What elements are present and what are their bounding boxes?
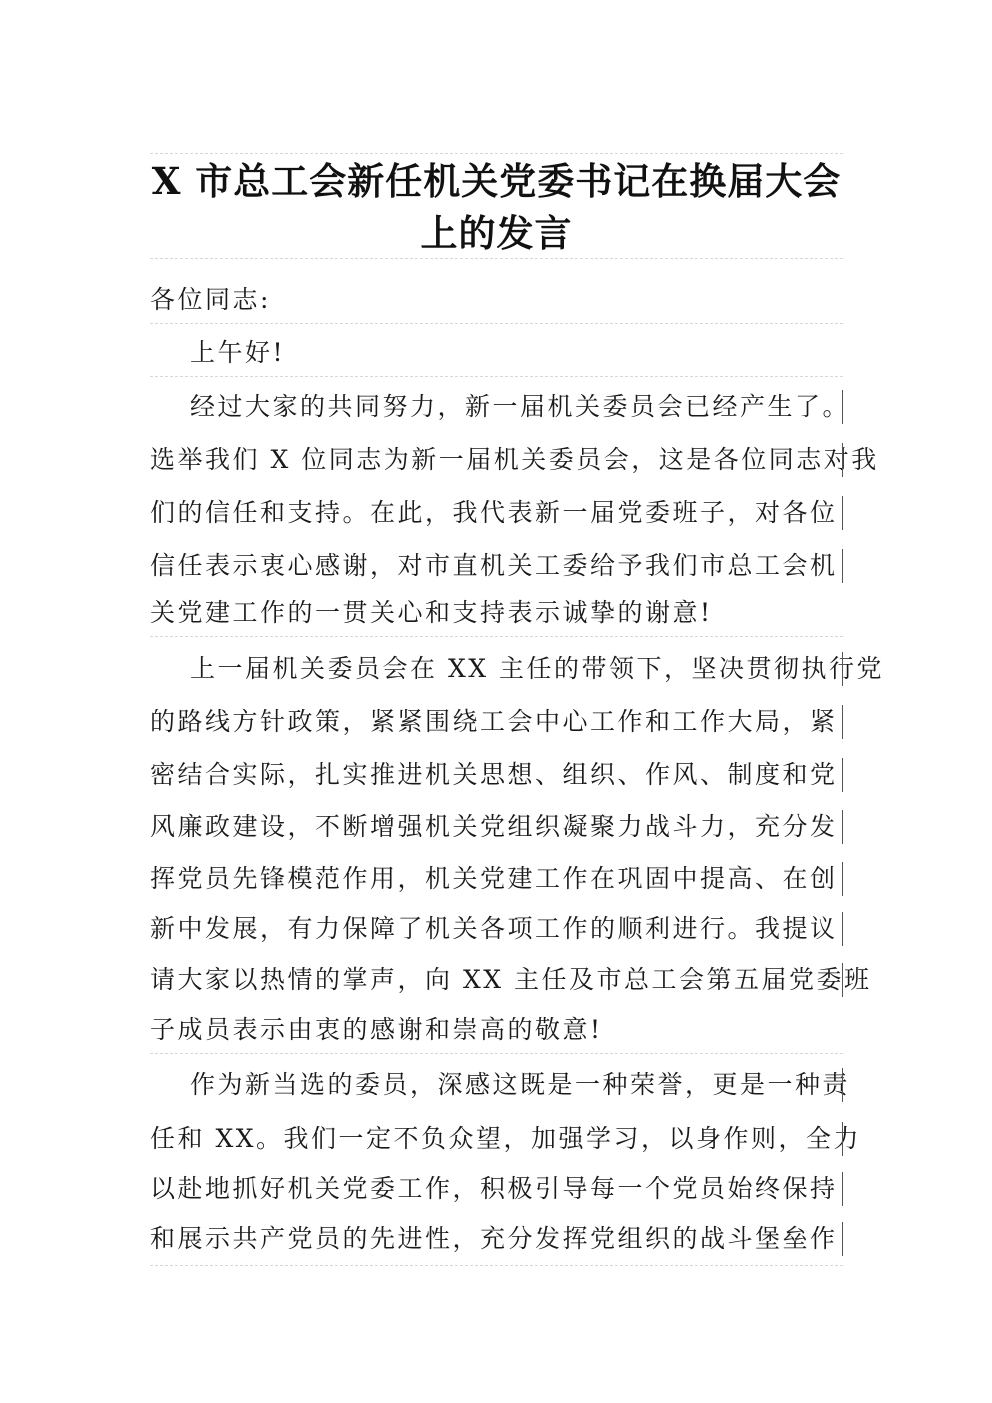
paragraph-1-line: 们的信任和支持。在此，我代表新一届党委班子，对各位 bbox=[150, 498, 838, 527]
margin-mark bbox=[842, 758, 843, 792]
paragraph-2-line: 密结合实际，扎实推进机关思想、组织、作风、制度和党 bbox=[150, 760, 838, 789]
paragraph-3-line: 任和 XX。我们一定不负众望，加强学习，以身作则，全力 bbox=[150, 1124, 862, 1153]
paragraph-1-line: 选举我们 X 位同志为新一届机关委员会，这是各位同志对我 bbox=[150, 445, 879, 474]
paragraph-1-line: 经过大家的共同努力，新一届机关委员会已经产生了。 bbox=[190, 392, 851, 421]
greeting: 各位同志: bbox=[150, 285, 271, 314]
document-title-line-1: X 市总工会新任机关党委书记在换届大会 bbox=[151, 159, 842, 203]
margin-mark bbox=[842, 1222, 843, 1256]
paragraph-3-line: 和展示共产党员的先进性，充分发挥党组织的战斗堡垒作 bbox=[150, 1224, 838, 1253]
margin-mark bbox=[842, 963, 843, 997]
paragraph-3-line: 作为新当选的委员，深感这既是一种荣誉，更是一种责 bbox=[190, 1070, 851, 1099]
margin-mark bbox=[842, 443, 843, 477]
margin-mark bbox=[842, 912, 843, 946]
margin-mark bbox=[842, 390, 843, 424]
divider bbox=[150, 636, 843, 637]
salutation: 上午好! bbox=[190, 338, 286, 367]
divider bbox=[150, 1053, 843, 1054]
margin-mark bbox=[842, 810, 843, 844]
paragraph-2-line: 请大家以热情的掌声，向 XX 主任及市总工会第五届党委班 bbox=[150, 965, 872, 994]
paragraph-2-line: 挥党员先锋模范作用，机关党建工作在巩固中提高、在创 bbox=[150, 864, 838, 893]
margin-mark bbox=[842, 652, 843, 686]
margin-mark bbox=[842, 705, 843, 739]
paragraph-2-line: 风廉政建设，不断增强机关党组织凝聚力战斗力，充分发 bbox=[150, 812, 838, 841]
margin-mark bbox=[842, 862, 843, 896]
paragraph-2-line: 子成员表示由衷的感谢和崇高的敬意! bbox=[150, 1015, 603, 1044]
margin-mark bbox=[842, 496, 843, 530]
paragraph-2-line: 上一届机关委员会在 XX 主任的带领下，坚决贯彻执行党 bbox=[190, 654, 884, 683]
paragraph-2-line: 新中发展，有力保障了机关各项工作的顺利进行。我提议 bbox=[150, 914, 838, 943]
paragraph-1-line: 信任表示衷心感谢，对市直机关工委给予我们市总工会机 bbox=[150, 551, 838, 580]
divider bbox=[150, 376, 843, 377]
paragraph-1-line: 关党建工作的一贯关心和支持表示诚挚的谢意! bbox=[150, 598, 713, 627]
margin-mark bbox=[842, 1172, 843, 1206]
margin-mark bbox=[842, 1122, 843, 1156]
divider bbox=[150, 1265, 843, 1266]
document-title-line-2: 上的发言 bbox=[420, 211, 573, 255]
divider bbox=[150, 153, 843, 154]
margin-mark bbox=[842, 1068, 843, 1102]
paragraph-2-line: 的路线方针政策，紧紧围绕工会中心工作和工作大局，紧 bbox=[150, 707, 838, 736]
margin-mark bbox=[842, 549, 843, 583]
paragraph-3-line: 以赴地抓好机关党委工作，积极引导每一个党员始终保持 bbox=[150, 1174, 838, 1203]
divider bbox=[150, 323, 843, 324]
